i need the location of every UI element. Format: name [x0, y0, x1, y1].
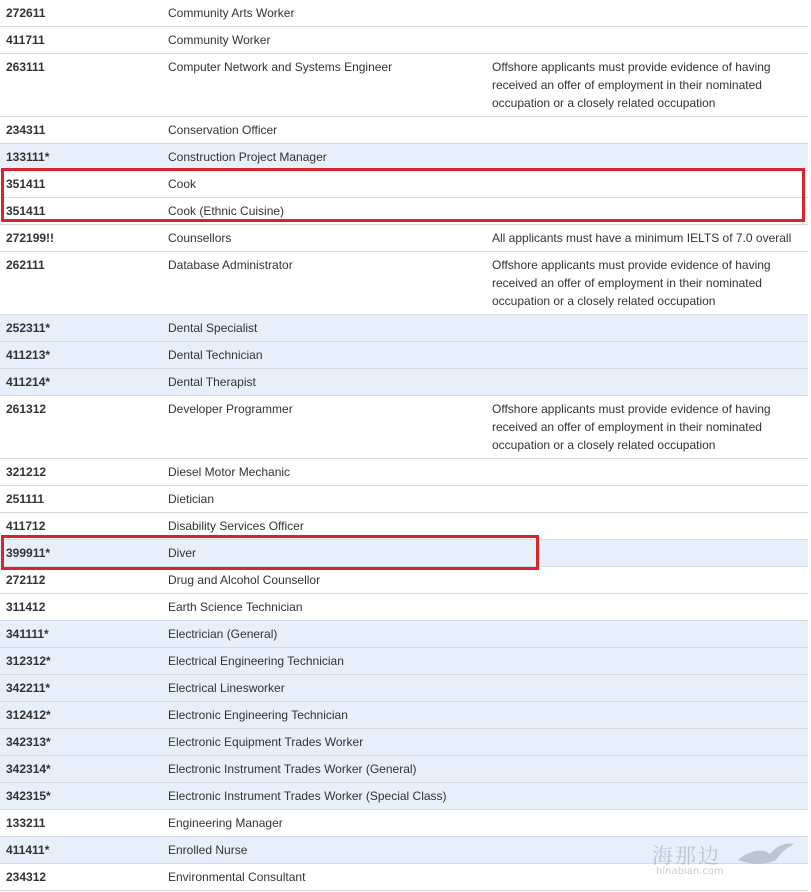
- occupation-name: Drug and Alcohol Counsellor: [160, 567, 484, 594]
- occupation-note: [484, 198, 808, 225]
- occupation-note: [484, 513, 808, 540]
- occupation-name: Disability Services Officer: [160, 513, 484, 540]
- occupation-note: [484, 171, 808, 198]
- occupation-code: 272611: [0, 0, 160, 27]
- table-row: [0, 783, 808, 810]
- occupation-code: 321212: [0, 459, 160, 486]
- occupation-code: 351411: [0, 171, 160, 198]
- occupation-name: Electrical Engineering Technician: [160, 648, 484, 675]
- occupation-name: Electronic Instrument Trades Worker (Special Class): [160, 783, 484, 810]
- table-row: [0, 567, 808, 594]
- occupation-code: 411214*: [0, 369, 160, 396]
- occupation-note: [484, 702, 808, 729]
- occupation-code: 272112: [0, 567, 160, 594]
- occupation-name: Construction Project Manager: [160, 144, 484, 171]
- occupation-name: Environmental Consultant: [160, 864, 484, 891]
- table-row: [0, 27, 808, 54]
- table-row: [0, 756, 808, 783]
- occupation-name: Cook (Ethnic Cuisine): [160, 198, 484, 225]
- occupation-code: 411712: [0, 513, 160, 540]
- occupation-name: Conservation Officer: [160, 117, 484, 144]
- occupation-note: All applicants must have a minimum IELTS of 7.0 overall: [484, 225, 808, 252]
- occupation-code: 251111: [0, 486, 160, 513]
- table-row: [0, 54, 808, 117]
- table-row: [0, 117, 808, 144]
- occupation-name: Dietician: [160, 486, 484, 513]
- occupation-name: Earth Science Technician: [160, 594, 484, 621]
- occupation-note: [484, 369, 808, 396]
- occupation-name: Electronic Engineering Technician: [160, 702, 484, 729]
- occupation-note: Offshore applicants must provide evidence of having received an offer of employment in their nominated occupation or a closely related occupation: [484, 54, 808, 117]
- occupation-note: [484, 648, 808, 675]
- occupation-code: 234312: [0, 864, 160, 891]
- occupation-code: 342315*: [0, 783, 160, 810]
- occupation-note: [484, 594, 808, 621]
- occupation-name: Enrolled Nurse: [160, 837, 484, 864]
- table-row: [0, 648, 808, 675]
- occupation-name: Database Administrator: [160, 252, 484, 315]
- occupation-name: Dental Therapist: [160, 369, 484, 396]
- watermark-subtext: hinabian.com: [656, 866, 724, 877]
- table-row: [0, 171, 808, 198]
- occupation-name: Diesel Motor Mechanic: [160, 459, 484, 486]
- occupation-note: Offshore applicants must provide evidence of having received an offer of employment in their nominated occupation or a closely related occupation: [484, 396, 808, 459]
- occupation-code: 133211: [0, 810, 160, 837]
- occupation-name: Diver: [160, 540, 484, 567]
- occupation-name: Electrical Linesworker: [160, 675, 484, 702]
- table-row: [0, 396, 808, 459]
- occupation-note: [484, 621, 808, 648]
- occupation-code: 342211*: [0, 675, 160, 702]
- occupation-note: [484, 144, 808, 171]
- occupation-note: [484, 567, 808, 594]
- occupation-name: Electrician (General): [160, 621, 484, 648]
- occupation-name: Engineering Manager: [160, 810, 484, 837]
- table-row: [0, 729, 808, 756]
- table-row: [0, 486, 808, 513]
- table-row: [0, 459, 808, 486]
- occupation-note: [484, 486, 808, 513]
- occupation-code: 311412: [0, 594, 160, 621]
- occupation-name: Electronic Equipment Trades Worker: [160, 729, 484, 756]
- table-row: [0, 0, 808, 27]
- occupation-code: 342314*: [0, 756, 160, 783]
- occupation-note: [484, 459, 808, 486]
- occupation-name: Dental Specialist: [160, 315, 484, 342]
- occupation-note: [484, 342, 808, 369]
- occupation-name: Dental Technician: [160, 342, 484, 369]
- table-row: [0, 198, 808, 225]
- occupation-code: 351411: [0, 198, 160, 225]
- occupation-note: [484, 810, 808, 837]
- table-row: [0, 342, 808, 369]
- occupation-note: [484, 117, 808, 144]
- table-row: [0, 540, 808, 567]
- watermark: [652, 838, 802, 886]
- occupation-name: Counsellors: [160, 225, 484, 252]
- occupation-name: Community Arts Worker: [160, 0, 484, 27]
- table-row: [0, 702, 808, 729]
- watermark-text: 海那边: [652, 844, 721, 868]
- occupation-code: 399911*: [0, 540, 160, 567]
- bird-logo-icon: [736, 840, 796, 870]
- occupation-code: 341111*: [0, 621, 160, 648]
- occupation-name: Electronic Instrument Trades Worker (General): [160, 756, 484, 783]
- table-row: [0, 513, 808, 540]
- table-row: [0, 144, 808, 171]
- table-row: [0, 621, 808, 648]
- occupation-note: [484, 540, 808, 567]
- occupation-name: Community Worker: [160, 27, 484, 54]
- table-row: [0, 594, 808, 621]
- table-row: [0, 315, 808, 342]
- occupation-code: 342313*: [0, 729, 160, 756]
- table-row: [0, 810, 808, 837]
- occupation-code: 411411*: [0, 837, 160, 864]
- occupation-code: 234311: [0, 117, 160, 144]
- occupation-code: 252311*: [0, 315, 160, 342]
- table-row: [0, 675, 808, 702]
- occupation-name: Cook: [160, 171, 484, 198]
- occupation-note: [484, 315, 808, 342]
- occupation-note: [484, 783, 808, 810]
- table-row: [0, 369, 808, 396]
- occupation-note: [484, 675, 808, 702]
- occupation-code: 262111: [0, 252, 160, 315]
- occupation-code: 272199!!: [0, 225, 160, 252]
- table-row: [0, 225, 808, 252]
- occupation-code: 312412*: [0, 702, 160, 729]
- occupation-note: Offshore applicants must provide evidence of having received an offer of employment in their nominated occupation or a closely related occupation: [484, 252, 808, 315]
- occupation-note: [484, 0, 808, 27]
- occupation-name: Computer Network and Systems Engineer: [160, 54, 484, 117]
- occupation-note: [484, 756, 808, 783]
- occupation-code: 133111*: [0, 144, 160, 171]
- occupation-code: 263111: [0, 54, 160, 117]
- occupation-code: 312312*: [0, 648, 160, 675]
- occupation-note: [484, 27, 808, 54]
- occupation-code: 411711: [0, 27, 160, 54]
- occupation-note: [484, 729, 808, 756]
- table-row: [0, 252, 808, 315]
- occupation-name: Developer Programmer: [160, 396, 484, 459]
- occupation-code: 411213*: [0, 342, 160, 369]
- occupation-code: 261312: [0, 396, 160, 459]
